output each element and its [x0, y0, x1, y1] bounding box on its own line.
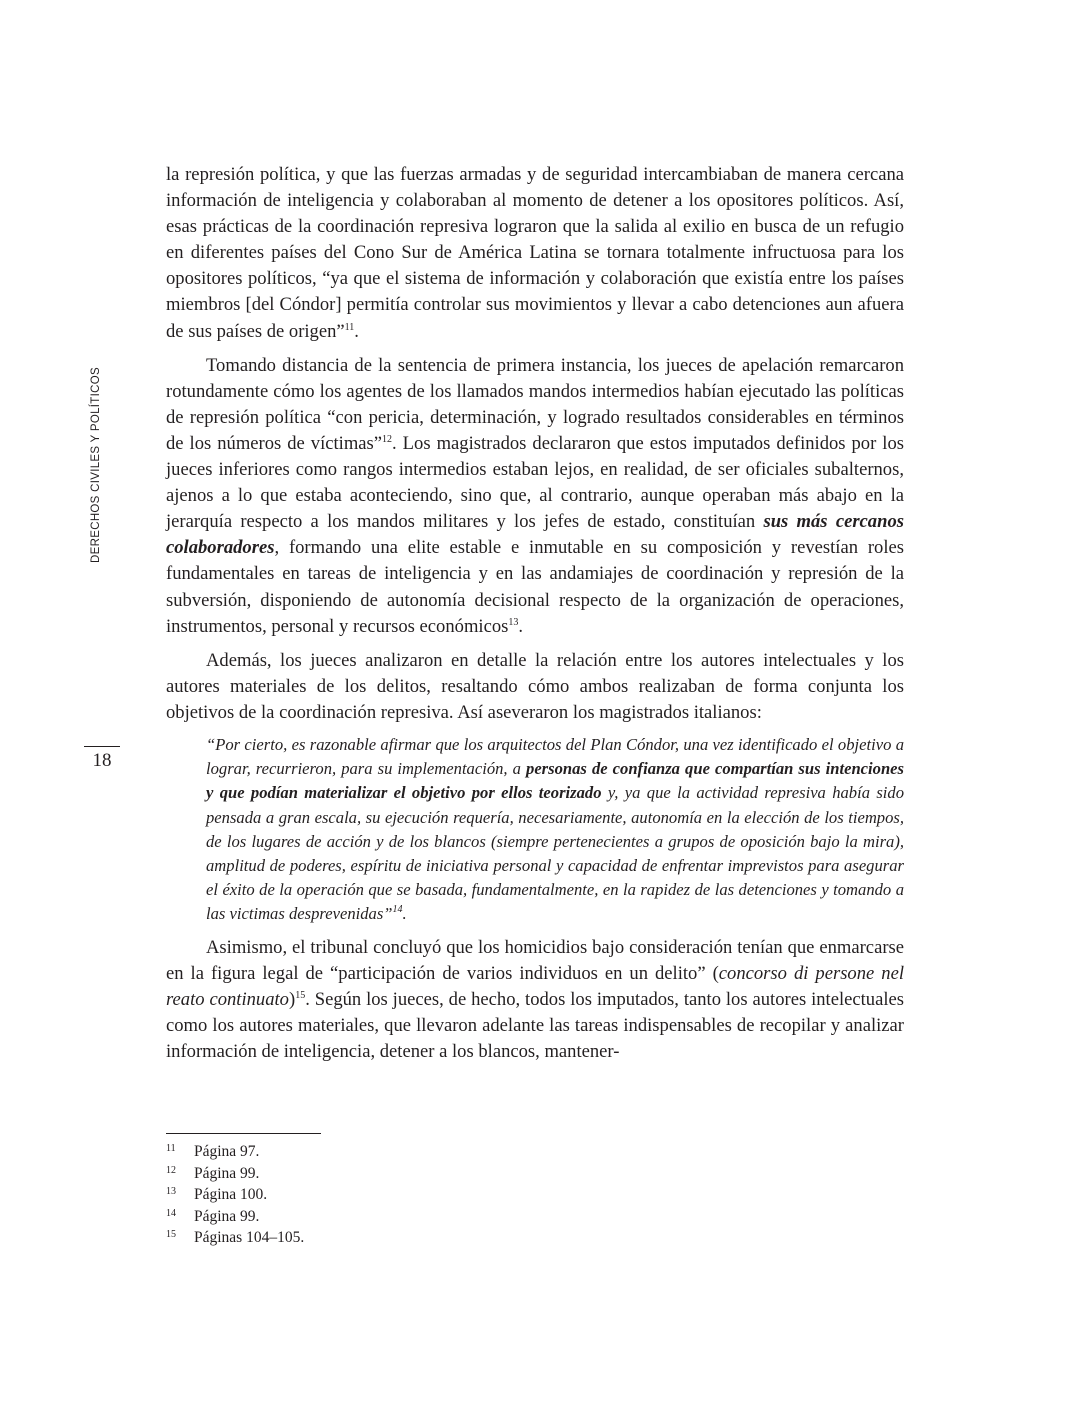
text-run: concorso di persone nel reato continuato — [166, 962, 904, 1010]
footnote-item — [166, 1227, 566, 1249]
footnote-text: Página 97. — [194, 1143, 260, 1160]
text-run: . — [402, 904, 407, 924]
text-run: ) — [288, 988, 296, 1010]
text-run: Tomando distancia de la sentencia de primera instancia, los jueces de apelación remarcaron rotundamente cómo los agentes de los llamados mandos intermedios habían ejecutado las políticas de represión política “con pericia, determinación, y logrado resultados considerables en términos de los números de víctimas” — [166, 354, 904, 454]
footnote-item — [166, 1163, 566, 1185]
block-quote — [206, 733, 904, 927]
footnote-text: Página 100. — [194, 1186, 268, 1203]
paragraph-4 — [166, 935, 904, 1065]
text-run: la represión política, y que las fuerzas armadas y de seguridad intercambiaban de manera cercana información de inteligencia y colaboraban al momento de detener a los opositores políticos. Así, esas prácticas de la coordinación represiva lograron que la salida al exilio en busca de un refugio en diferentes países del Cono Sur de América Latina se tornara totalmente infructuosa para los opositores políticos, “ya que el sistema de información y colaboración que existía entre los países miembros [del Cóndor] permitía controlar sus movimientos y llevar a cabo detenciones aun afuera de sus países de origen” — [166, 164, 904, 342]
footnote-number: 11 — [166, 1143, 176, 1154]
footnote-item — [166, 1184, 566, 1206]
text-run: . — [518, 615, 524, 637]
text-run: . Según los jueces, de hecho, todos los imputados, tanto los autores intelectuales como los autores materiales, que llevaron adelante las tareas indispensables de recopilar y analizar información de inteligencia, detener a los blancos, mantener- — [166, 988, 904, 1062]
text-run: . — [354, 320, 359, 342]
footnote-ref: 11 — [344, 321, 355, 333]
main-text — [166, 162, 904, 1065]
section-label-text: DERECHOS CIVILES Y POLÍTICOS — [90, 367, 102, 563]
footnote-ref: 13 — [508, 616, 519, 628]
text-run: , formando una elite estable e inmutable en su composición y revestían roles fundamentales en tareas de inteligencia y en las andamiajes de coordinación y represión de la subversión, disponiendo de autonomía decisional respecto de la organización de operaciones, instrumentos, personal y recursos económicos — [166, 537, 904, 637]
paragraph-2 — [166, 353, 904, 640]
footnote-ref: 15 — [295, 989, 306, 1001]
footnote-number: 15 — [166, 1229, 176, 1240]
paragraph-3 — [166, 648, 904, 726]
footnote-ref: 14 — [392, 904, 403, 916]
footnote-ref: 12 — [382, 433, 393, 445]
page-number: 18 — [92, 750, 112, 771]
paragraph-1 — [166, 162, 904, 345]
page-number-rule — [84, 746, 120, 747]
footnote-item — [166, 1141, 566, 1163]
text-run: personas de confianza que compartían sus intenciones y que podían materializar el objetivo por ellos teorizado — [206, 759, 905, 803]
footnote-text: Página 99. — [194, 1164, 260, 1182]
footnotes — [166, 1141, 566, 1249]
text-run: Asimismo, el tribunal concluyó que los homicidios bajo consideración tenían que enmarcarse en la figura legal de “participación de varios individuos en un delito” ( — [166, 936, 904, 984]
footnote-item — [166, 1206, 566, 1228]
footnote-text: Páginas 104–105. — [194, 1229, 305, 1246]
footnote-separator — [166, 1133, 321, 1134]
footnote-number: 13 — [166, 1186, 176, 1197]
text-run: Además, los jueces analizaron en detalle la relación entre los autores intelectuales y los autores materiales de los delitos, resaltando cómo ambos realizaban de forma conjunta los objetivos de la coordinación represiva. Así aseveraron los magistrados italianos: — [166, 649, 904, 723]
footnote-text: Página 99. — [194, 1207, 260, 1225]
text-run: . Los magistrados declararon que estos imputados definidos por los jueces inferiores como rangos intermedios estaban lejos, en realidad, de ser oficiales subalternos, ajenos a lo que estaba aconteciendo, sino que, al contrario, aunque operaban más abajo en la jerarquía respecto a los mandos militares y los jefes de estado, constituían — [166, 432, 904, 533]
text-run: “Por cierto, es razonable afirmar que los arquitectos del Plan Cóndor, una vez identificado el objetivo a lograr, recurrieron, para su implementación, a — [206, 734, 904, 779]
footnote-number: 14 — [166, 1207, 176, 1219]
footnote-number: 12 — [166, 1164, 176, 1176]
text-run: y, ya que la actividad represiva había sido pensada a gran escala, su ejecución requería, necesariamente, autonomía en la elección de los tiempos, de los lugares de acción y de los blancos (siempre pertenecientes a grupos de oposición bajo la mira), amplitud de poderes, espíritu de iniciativa personal y capacidad de enfrentar imprevistos para asegurar el éxito de la operación que se basada, fundamentalmente, en la rapidez de las detenciones y tomando a las victimas desprevenidas” — [206, 783, 904, 924]
text-run: sus más cercanos colaboradores — [166, 511, 904, 559]
